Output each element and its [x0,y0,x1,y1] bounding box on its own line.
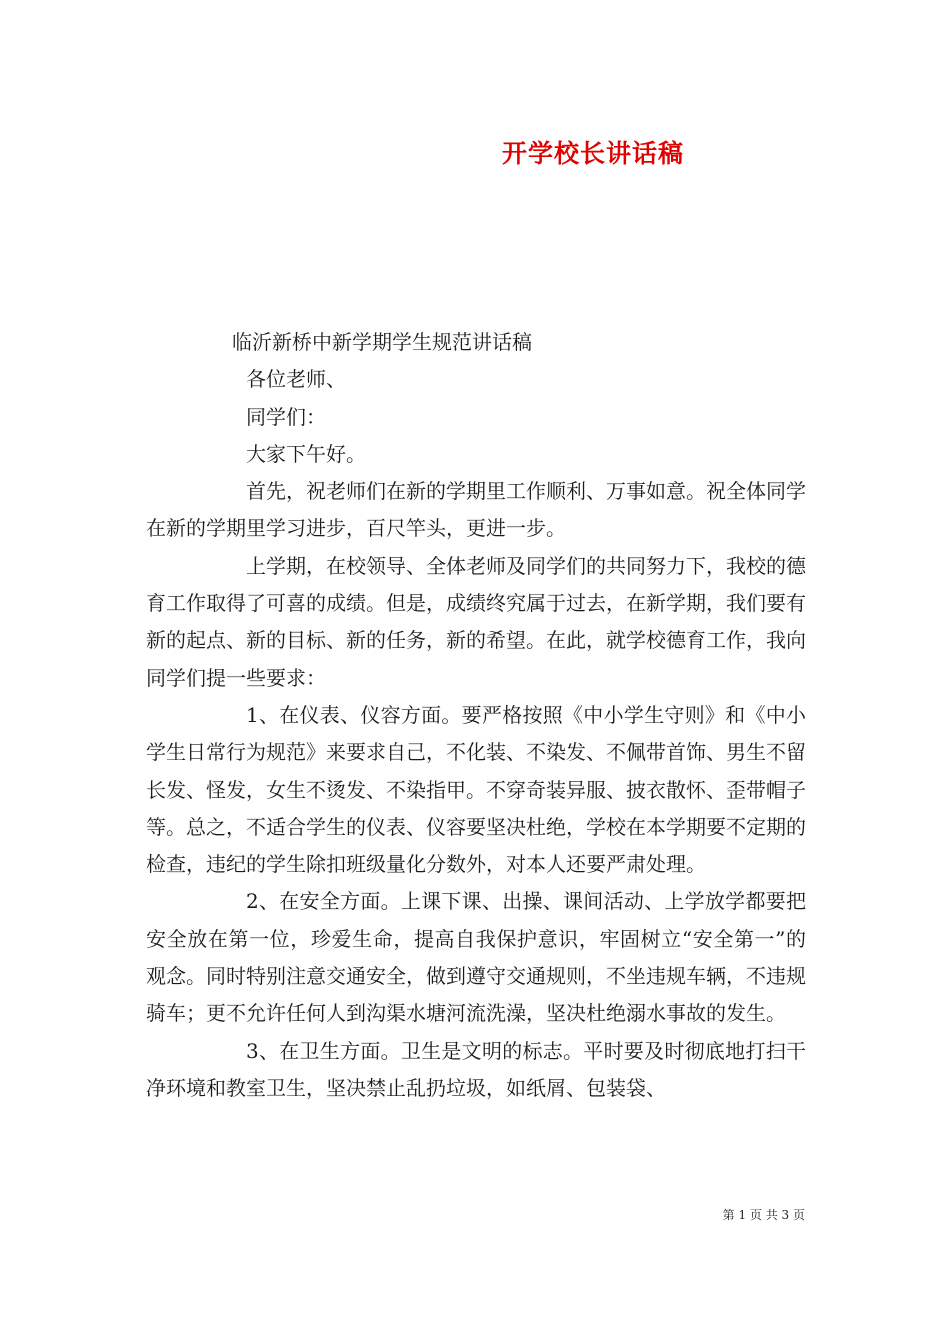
paragraph: 上学期，在校领导、全体老师及同学们的共同努力下，我校的德育工作取得了可喜的成绩。但是，成绩终究属于过去，在新学期，我们要有新的起点、新的目标、新的任务，新的希望。在此，就学校德育工作，我向同学们提一些要求： [146,553,806,690]
greeting-line: 同学们： [246,404,326,429]
page-indicator: 第 1 页 共 3 页 [722,1208,805,1222]
greeting-line: 各位老师、 [246,367,346,392]
paragraph: 3、在卫生方面。卫生是文明的标志。平时要及时彻底地打扫干净环境和教室卫生，坚决禁止乱扔垃圾，如纸屑、包装袋、 [146,1038,806,1100]
document-subtitle: 临沂新桥中新学期学生规范讲话稿 [232,330,532,354]
greeting-line: 大家下午好。 [246,441,366,466]
paragraph: 2、在安全方面。上课下课、出操、课间活动、上学放学都要把安全放在第一位，珍爱生命，提高自我保护意识，牢固树立“安全第一”的观念。同时特别注意交通安全，做到遵守交通规则，不坐违规车辆，不违规骑车；更不允许任何人到沟渠水塘河流洗澡，坚决杜绝溺水事故的发生。 [146,889,806,1026]
paragraph: 首先，祝老师们在新的学期里工作顺利、万事如意。祝全体同学在新的学期里学习进步，百尺竿头，更进一步。 [146,479,806,541]
document-body [146,324,806,1107]
page-title: 开学校长讲话稿 [501,139,684,168]
paragraph: 1、在仪表、仪容方面。要严格按照《中小学生守则》和《中小学生日常行为规范》来要求自己，不化装、不染发、不佩带首饰、男生不留长发、怪发，女生不烫发、不染指甲。不穿奇装异服、披衣散怀、歪带帽子等。总之，不适合学生的仪表、仪容要坚决杜绝，学校在本学期要不定期的检查，违纪的学生除扣班级量化分数外，对本人还要严肃处理。 [146,702,806,877]
